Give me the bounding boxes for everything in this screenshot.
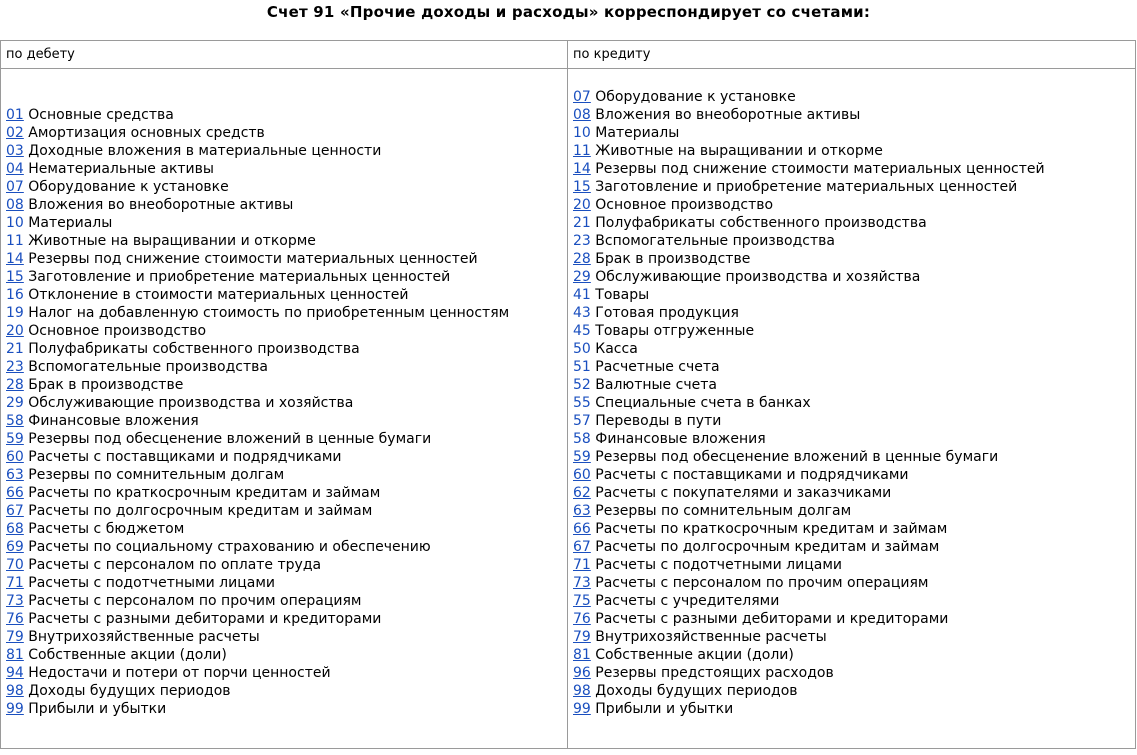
list-item [573,358,1131,376]
account-name: Расчеты по социальному страхованию и обеспечению [28,539,431,555]
account-code: 29 [6,395,24,411]
list-item [6,700,563,718]
list-item [573,682,1131,700]
list-item [6,268,563,286]
list-item [6,250,563,268]
account-code-link[interactable]: 62 [573,485,591,501]
account-name: Прибыли и убытки [28,701,167,717]
account-code-link[interactable]: 60 [6,449,24,465]
list-item [573,502,1131,520]
list-item [6,682,563,700]
list-item [6,610,563,628]
list-item [573,610,1131,628]
list-item [573,214,1131,232]
account-name: Собственные акции (доли) [595,647,794,663]
account-code: 51 [573,359,591,375]
account-code-link[interactable]: 63 [573,503,591,519]
account-name: Переводы в пути [595,413,722,429]
account-name: Доходные вложения в материальные ценности [28,143,382,159]
list-item [6,574,563,592]
list-item [573,124,1131,142]
account-code-link[interactable]: 58 [6,413,24,429]
list-item [6,358,563,376]
table-body-row [1,69,1136,749]
list-item [573,448,1131,466]
list-item [6,142,563,160]
account-name: Расчеты с покупателями и заказчиками [595,485,892,501]
list-item [573,322,1131,340]
list-item [6,232,563,250]
account-name: Касса [595,341,638,357]
account-name: Расчеты по долгосрочным кредитам и займам [595,539,940,555]
account-name: Отклонение в стоимости материальных ценностей [28,287,409,303]
list-item [573,268,1131,286]
list-item [6,592,563,610]
account-name: Внутрихозяйственные расчеты [28,629,260,645]
account-code-link[interactable]: 20 [573,197,591,213]
list-item [6,646,563,664]
list-item [6,322,563,340]
account-code-link[interactable]: 63 [6,467,24,483]
account-name: Доходы будущих периодов [595,683,798,699]
account-name: Основные средства [28,107,174,123]
account-name: Оборудование к установке [595,89,796,105]
account-code-link[interactable]: 71 [6,575,24,591]
account-name: Расчеты по краткосрочным кредитам и займам [595,521,948,537]
list-item [573,466,1131,484]
account-name: Финансовые вложения [28,413,199,429]
list-item [573,106,1131,124]
account-name: Собственные акции (доли) [28,647,227,663]
account-name: Материалы [28,215,113,231]
list-item [573,160,1131,178]
list-item [573,538,1131,556]
debit-cell [1,69,568,749]
list-item [6,196,563,214]
list-item [6,178,563,196]
list-item [573,286,1131,304]
account-code-link[interactable]: 76 [573,611,591,627]
account-code-link[interactable]: 73 [573,575,591,591]
account-code-link[interactable]: 15 [573,179,591,195]
list-item [6,484,563,502]
account-name: Расчеты с персоналом по оплате труда [28,557,322,573]
list-item [6,412,563,430]
account-code-link[interactable]: 67 [573,539,591,555]
account-code: 50 [573,341,591,357]
account-name: Основное производство [28,323,207,339]
account-code: 41 [573,287,591,303]
account-code-link[interactable]: 29 [573,269,591,285]
list-item [573,556,1131,574]
list-item [573,430,1131,448]
account-code: 21 [6,341,24,357]
account-name: Товары отгруженные [595,323,755,339]
list-item [6,664,563,682]
list-item [6,628,563,646]
account-name: Вспомогательные производства [595,233,835,249]
list-item [573,88,1131,106]
list-item [573,700,1131,718]
account-name: Вспомогательные производства [28,359,268,375]
account-code-link[interactable]: 98 [573,683,591,699]
account-name: Расчеты с персоналом по прочим операциям [595,575,929,591]
account-code-link[interactable]: 81 [6,647,24,663]
account-name: Животные на выращивании и откорме [595,143,883,159]
account-code: 45 [573,323,591,339]
account-name: Расчеты с учредителями [595,593,780,609]
account-code-link[interactable]: 66 [6,485,24,501]
debit-column-header: по дебету [1,41,568,69]
account-code-link[interactable]: 04 [6,161,24,177]
account-name: Расчетные счета [595,359,720,375]
list-item [6,448,563,466]
account-code-link[interactable]: 07 [6,179,24,195]
list-item [6,124,563,142]
table-header-row [1,41,1136,69]
account-name: Недостачи и потери от порчи ценностей [28,665,331,681]
account-name: Резервы под обесценение вложений в ценные бумаги [28,431,432,447]
account-name: Заготовление и приобретение материальных ценностей [595,179,1018,195]
account-name: Налог на добавленную стоимость по приобретенным ценностям [28,305,510,321]
account-code-link[interactable]: 08 [573,107,591,123]
account-code-link[interactable]: 14 [573,161,591,177]
list-item [573,592,1131,610]
list-item [573,646,1131,664]
account-code: 10 [573,125,591,141]
account-code-link[interactable]: 23 [6,359,24,375]
account-name: Финансовые вложения [595,431,766,447]
account-code-link[interactable]: 67 [6,503,24,519]
account-name: Валютные счета [595,377,717,393]
account-name: Расчеты с персоналом по прочим операциям [28,593,362,609]
account-name: Доходы будущих периодов [28,683,231,699]
list-item [6,214,563,232]
account-name: Резервы под снижение стоимости материальных ценностей [28,251,478,267]
account-code-link[interactable]: 28 [6,377,24,393]
account-name: Полуфабрикаты собственного производства [595,215,927,231]
account-code-link[interactable]: 71 [573,557,591,573]
account-code-link[interactable]: 60 [573,467,591,483]
list-item [573,196,1131,214]
list-item [573,394,1131,412]
list-item [573,340,1131,358]
list-item [573,178,1131,196]
account-code-link[interactable]: 14 [6,251,24,267]
account-code: 10 [6,215,24,231]
list-item [6,556,563,574]
list-item [6,304,563,322]
account-name: Брак в производстве [28,377,184,393]
account-code: 23 [573,233,591,249]
account-code-link[interactable]: 69 [6,539,24,555]
list-item [6,376,563,394]
list-item [573,250,1131,268]
account-name: Животные на выращивании и откорме [28,233,316,249]
account-code-link[interactable]: 08 [6,197,24,213]
credit-account-list [573,69,1131,718]
account-code-link[interactable]: 70 [6,557,24,573]
account-name: Основное производство [595,197,774,213]
account-name: Брак в производстве [595,251,751,267]
account-code-link[interactable]: 94 [6,665,24,681]
account-name: Товары [595,287,650,303]
account-code-link[interactable]: 03 [6,143,24,159]
account-code-link[interactable]: 73 [6,593,24,609]
account-code-link[interactable]: 02 [6,125,24,141]
account-name: Расчеты по долгосрочным кредитам и займам [28,503,373,519]
account-name: Расчеты с бюджетом [28,521,185,537]
list-item [573,664,1131,682]
account-code-link[interactable]: 66 [573,521,591,537]
account-name: Вложения во внеоборотные активы [595,107,861,123]
account-name: Резервы по сомнительным долгам [28,467,285,483]
list-item [6,466,563,484]
list-item [573,520,1131,538]
account-name: Прибыли и убытки [595,701,734,717]
account-code: 19 [6,305,24,321]
account-name: Резервы под снижение стоимости материальных ценностей [595,161,1045,177]
account-code-link[interactable]: 07 [573,89,591,105]
list-item [573,232,1131,250]
account-code: 52 [573,377,591,393]
account-name: Обслуживающие производства и хозяйства [595,269,921,285]
account-code-link[interactable]: 68 [6,521,24,537]
list-item [6,160,563,178]
account-code-link[interactable]: 76 [6,611,24,627]
account-name: Нематериальные активы [28,161,214,177]
list-item [6,430,563,448]
account-name: Расчеты с поставщиками и подрядчиками [595,467,909,483]
account-name: Резервы по сомнительным долгам [595,503,852,519]
account-name: Резервы предстоящих расходов [595,665,834,681]
account-code: 58 [573,431,591,447]
account-name: Специальные счета в банках [595,395,811,411]
account-code: 55 [573,395,591,411]
account-code-link[interactable]: 79 [6,629,24,645]
list-item [6,502,563,520]
account-name: Расчеты с поставщиками и подрядчиками [28,449,342,465]
account-code-link[interactable]: 01 [6,107,24,123]
account-name: Заготовление и приобретение материальных ценностей [28,269,451,285]
account-name: Внутрихозяйственные расчеты [595,629,827,645]
list-item [6,394,563,412]
account-name: Вложения во внеоборотные активы [28,197,294,213]
correspondence-table [0,40,1136,749]
account-name: Расчеты с подотчетными лицами [28,575,275,591]
list-item [573,628,1131,646]
account-code-link[interactable]: 28 [573,251,591,267]
account-code-link[interactable]: 81 [573,647,591,663]
account-code: 11 [6,233,24,249]
account-code-link[interactable]: 99 [573,701,591,717]
account-name: Резервы под обесценение вложений в ценные бумаги [595,449,999,465]
credit-cell [568,69,1136,749]
account-name: Материалы [595,125,680,141]
account-name: Расчеты с разными дебиторами и кредиторами [595,611,949,627]
account-name: Расчеты по краткосрочным кредитам и займам [28,485,381,501]
credit-column-header: по кредиту [568,41,1136,69]
account-code-link[interactable]: 15 [6,269,24,285]
account-name: Расчеты с разными дебиторами и кредиторами [28,611,382,627]
account-code-link[interactable]: 99 [6,701,24,717]
list-item [573,412,1131,430]
account-code: 16 [6,287,24,303]
account-name: Готовая продукция [595,305,739,321]
list-item [573,376,1131,394]
account-name: Обслуживающие производства и хозяйства [28,395,354,411]
account-code: 43 [573,305,591,321]
account-name: Полуфабрикаты собственного производства [28,341,360,357]
account-code-link[interactable]: 11 [573,143,591,159]
list-item [6,286,563,304]
list-item [573,574,1131,592]
list-item [6,340,563,358]
account-name: Оборудование к установке [28,179,229,195]
list-item [573,304,1131,322]
list-item [6,106,563,124]
account-code-link[interactable]: 20 [6,323,24,339]
list-item [573,142,1131,160]
account-code-link[interactable]: 75 [573,593,591,609]
account-code-link[interactable]: 59 [573,449,591,465]
account-code: 21 [573,215,591,231]
account-code-link[interactable]: 59 [6,431,24,447]
account-name: Расчеты с подотчетными лицами [595,557,842,573]
account-code: 57 [573,413,591,429]
debit-account-list [6,69,563,718]
list-item [6,520,563,538]
account-code-link[interactable]: 98 [6,683,24,699]
list-item [6,538,563,556]
page-title: Счет 91 «Прочие доходы и расходы» корреспондирует со счетами: [266,3,871,21]
account-code-link[interactable]: 79 [573,629,591,645]
account-name: Амортизация основных средств [28,125,265,141]
account-code-link[interactable]: 96 [573,665,591,681]
list-item [573,484,1131,502]
